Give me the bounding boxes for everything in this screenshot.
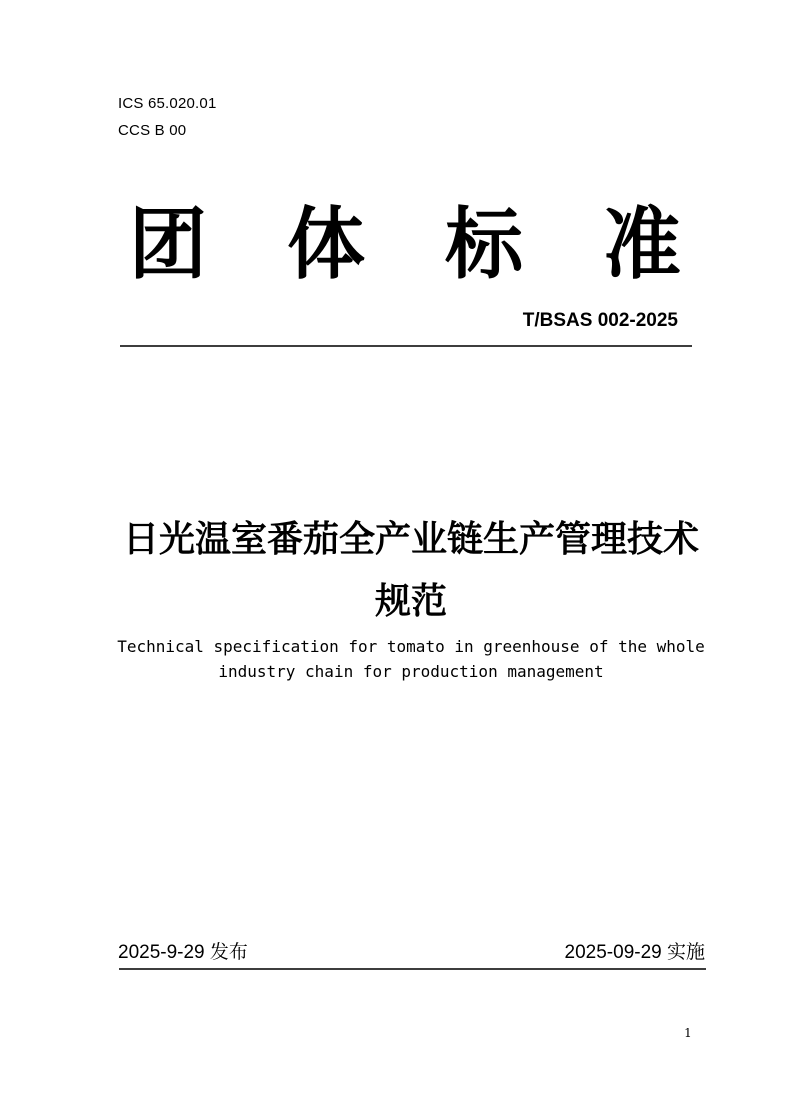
ics-code: ICS 65.020.01 — [118, 95, 217, 112]
footer-divider-rule — [119, 968, 706, 970]
document-title-en-line2: industry chain for production management — [218, 662, 604, 681]
document-title-zh — [118, 509, 704, 633]
classification-codes — [118, 90, 217, 144]
implementation-date: 2025-09-29 实施 — [564, 942, 705, 963]
header-divider-rule — [120, 345, 692, 347]
document-title-zh-line1: 日光温室番茄全产业链生产管理技术 — [122, 519, 699, 560]
doc-type-char-3: 标 — [445, 200, 524, 290]
doc-type-char-2: 体 — [286, 200, 365, 290]
page-number: 1 — [684, 1026, 692, 1040]
date-row — [118, 937, 705, 964]
document-title-zh-line2: 规范 — [374, 581, 447, 622]
standard-number: T/BSAS 002-2025 — [522, 310, 678, 331]
issue-date: 2025-9-29 发布 — [118, 942, 248, 963]
ccs-code: CCS B 00 — [118, 122, 187, 139]
document-title-en-line1: Technical specification for tomato in greenhouse of the whole — [117, 637, 705, 656]
doc-type-char-4: 准 — [603, 200, 682, 290]
doc-type-title — [118, 200, 692, 290]
document-title-en — [102, 634, 720, 684]
doc-type-char-1: 团 — [128, 200, 207, 290]
